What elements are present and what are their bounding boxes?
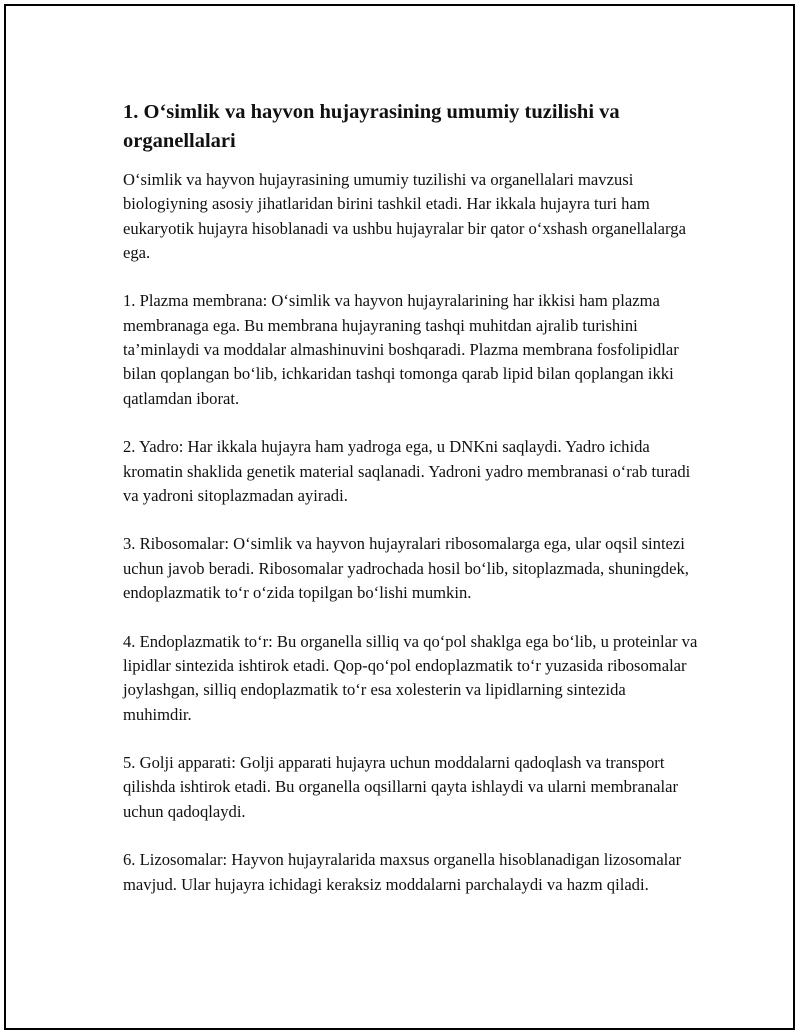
- document-body: [123, 98, 698, 921]
- paragraph-endoplasmic-reticulum: 4. Endoplazmatik to‘r: Bu organella silliq va qo‘pol shaklga ega bo‘lib, u proteinlar va lipidlar sintezida ishtirok etadi. Qop-qo‘pol endoplazmatik to‘r yuzasida ribosomalar joylashgan, silliq endoplazmatik to‘r esa xolesterin va lipidlarning sintezida muhimdir.: [123, 631, 698, 724]
- paragraph-lysosomes: 6. Lizosomalar: Hayvon hujayralarida maxsus organella hisoblanadigan lizosomalar mavjud. Ular hujayra ichidagi keraksiz moddalarni parchalaydi va hazm qiladi.: [123, 850, 682, 894]
- paragraph-ribosomes: 3. Ribosomalar: O‘simlik va hayvon hujayralari ribosomalarga ega, ular oqsil sintezi uchun javob beradi. Ribosomalar yadrochada hosil bo‘lib, sitoplazmada, shuningdek, endoplazmatik to‘r o‘zida topilgan bo‘lishi mumkin.: [123, 534, 689, 603]
- paragraph-intro: O‘simlik va hayvon hujayrasining umumiy tuzilishi va organellalari mavzusi biologiyning asosiy jihatlaridan birini tashkil etadi. Har ikkala hujayra turi ham eukaryotik hujayra hisoblanadi va ushbu hujayralar bir qator o‘xshash organellalarga ega.: [123, 170, 686, 262]
- paragraph-nucleus: 2. Yadro: Har ikkala hujayra ham yadroga ega, u DNKni saqlaydi. Yadro ichida kromatin shaklida genetik material saqlanadi. Yadroni yadro membranasi o‘rab turadi va yadroni sitoplazmadan ayiradi.: [123, 437, 691, 505]
- document-title: 1. O‘simlik va hayvon hujayrasining umumiy tuzilishi va organellalari: [123, 101, 620, 152]
- paragraph-golgi-apparatus: 5. Golji apparati: Golji apparati hujayra uchun moddalarni qadoqlash va transport qilishda ishtirok etadi. Bu organella oqsillarni qayta ishlaydi va ularni membranalar uchun qadoqlaydi.: [123, 753, 678, 821]
- page-frame: [4, 4, 795, 1030]
- paragraph-plasma-membrane: 1. Plazma membrana: O‘simlik va hayvon hujayralarining har ikkisi ham plazma membranaga ega. Bu membrana hujayraning tashqi muhitdan ajralib turishini ta’minlaydi va moddalar almashinuvini boshqaradi. Plazma membrana fosfolipidlar bilan qoplangan bo‘lib, ichkaridan tashqi tomonga qarab lipid bilan qoplangan ikki qatlamdan iborat.: [123, 291, 679, 408]
